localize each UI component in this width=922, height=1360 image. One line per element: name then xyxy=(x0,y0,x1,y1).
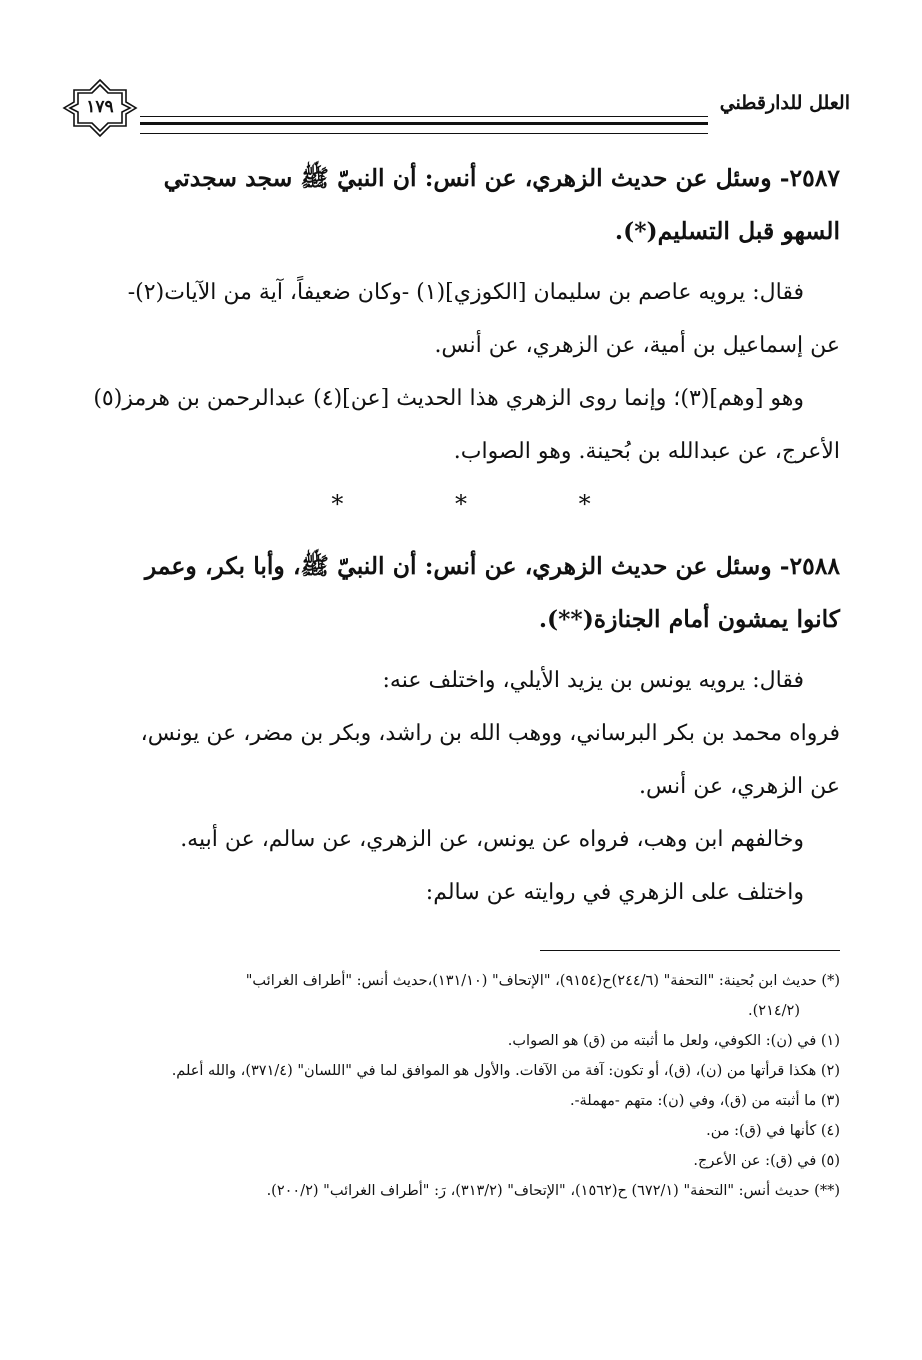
entry-2587 xyxy=(80,152,840,478)
footnote-3: (٣) ما أثبته من (ق)، وفي (ن): متهم -مهملة-. xyxy=(570,1093,840,1109)
header-rule xyxy=(140,122,708,134)
footnote-2: (٢) هكذا قرأتها من (ن)، (ق)، أو تكون: آفة من الآفات. والأول هو الموافق لما في "اللسان" (٣٧١/٤)، والله أعلم. xyxy=(171,1063,840,1079)
paragraph-line: عن الزهري، عن أنس. xyxy=(638,774,840,799)
footnote-5: (٥) في (ق): عن الأعرج. xyxy=(693,1153,840,1169)
paragraph-line: فرواه محمد بن بكر البرساني، ووهب الله بن راشد، وبكر بن مضر، عن يونس، xyxy=(140,721,840,746)
paragraph-line: عن إسماعيل بن أمية، عن الزهري، عن أنس. xyxy=(434,333,840,358)
footnotes xyxy=(80,966,840,1206)
page-header xyxy=(60,78,850,138)
paragraph-line: فقال: يرويه يونس بن يزيد الأيلي، واختلف عنه: xyxy=(382,668,804,693)
paragraph-line: وخالفهم ابن وهب، فرواه عن يونس، عن الزهري، عن سالم، عن أبيه. xyxy=(180,827,804,852)
entry-heading-line: ٢٥٨٧- وسئل عن حديث الزهري، عن أنس: أن النبيّ ﷺ سجد سجدتي xyxy=(163,164,840,192)
paragraph-line: واختلف على الزهري في روايته عن سالم: xyxy=(425,880,804,905)
page-number: ١٧٩ xyxy=(86,97,114,117)
paragraph-line: وهو [وهم](٣)؛ وإنما روى الزهري هذا الحديث [عن](٤) عبدالرحمن بن هرمز(٥) xyxy=(93,386,804,411)
footnote-rule xyxy=(540,950,840,951)
page-number-badge xyxy=(60,78,140,138)
footnote-star: (*) حديث ابن بُحينة: "التحفة" (٢٤٤/٦)ح(٩١٥٤)، "الإتحاف" (١٣١/١٠)،حديث أنس: "أطراف الغرائب" xyxy=(245,973,840,989)
entry-heading-line: كانوا يمشون أمام الجنازة(**). xyxy=(538,605,840,633)
book-title: العلل للدارقطني xyxy=(719,92,850,114)
paragraph-line: فقال: يرويه عاصم بن سليمان [الكوزي](١) -وكان ضعيفاً، آية من الآيات(٢)- xyxy=(127,280,804,305)
footnote-double-star: (**) حديث أنس: "التحفة" (٦٧٢/١) ح(١٥٦٢)، "الإتحاف" (٣١٣/٢)، رَ: "أطراف الغرائب" (٢٠٠/٢). xyxy=(266,1183,840,1199)
header-rule-thin xyxy=(140,116,708,117)
footnote-1: (١) في (ن): الكوفي، ولعل ما أثبته من (ق) هو الصواب. xyxy=(507,1033,840,1049)
paragraph-line: الأعرج، عن عبدالله بن بُحينة. وهو الصواب. xyxy=(453,439,840,464)
entry-heading-line: السهو قبل التسليم(*). xyxy=(614,217,840,245)
entry-2588 xyxy=(80,540,840,919)
section-separator: * * * xyxy=(331,490,643,518)
footnote-4: (٤) كأنها في (ق): من. xyxy=(706,1123,840,1139)
footnote-star-continued: (٢١٤/٢). xyxy=(748,1003,800,1019)
entry-heading-line: ٢٥٨٨- وسئل عن حديث الزهري، عن أنس: أن النبيّ ﷺ، وأبا بكر، وعمر xyxy=(144,552,840,580)
